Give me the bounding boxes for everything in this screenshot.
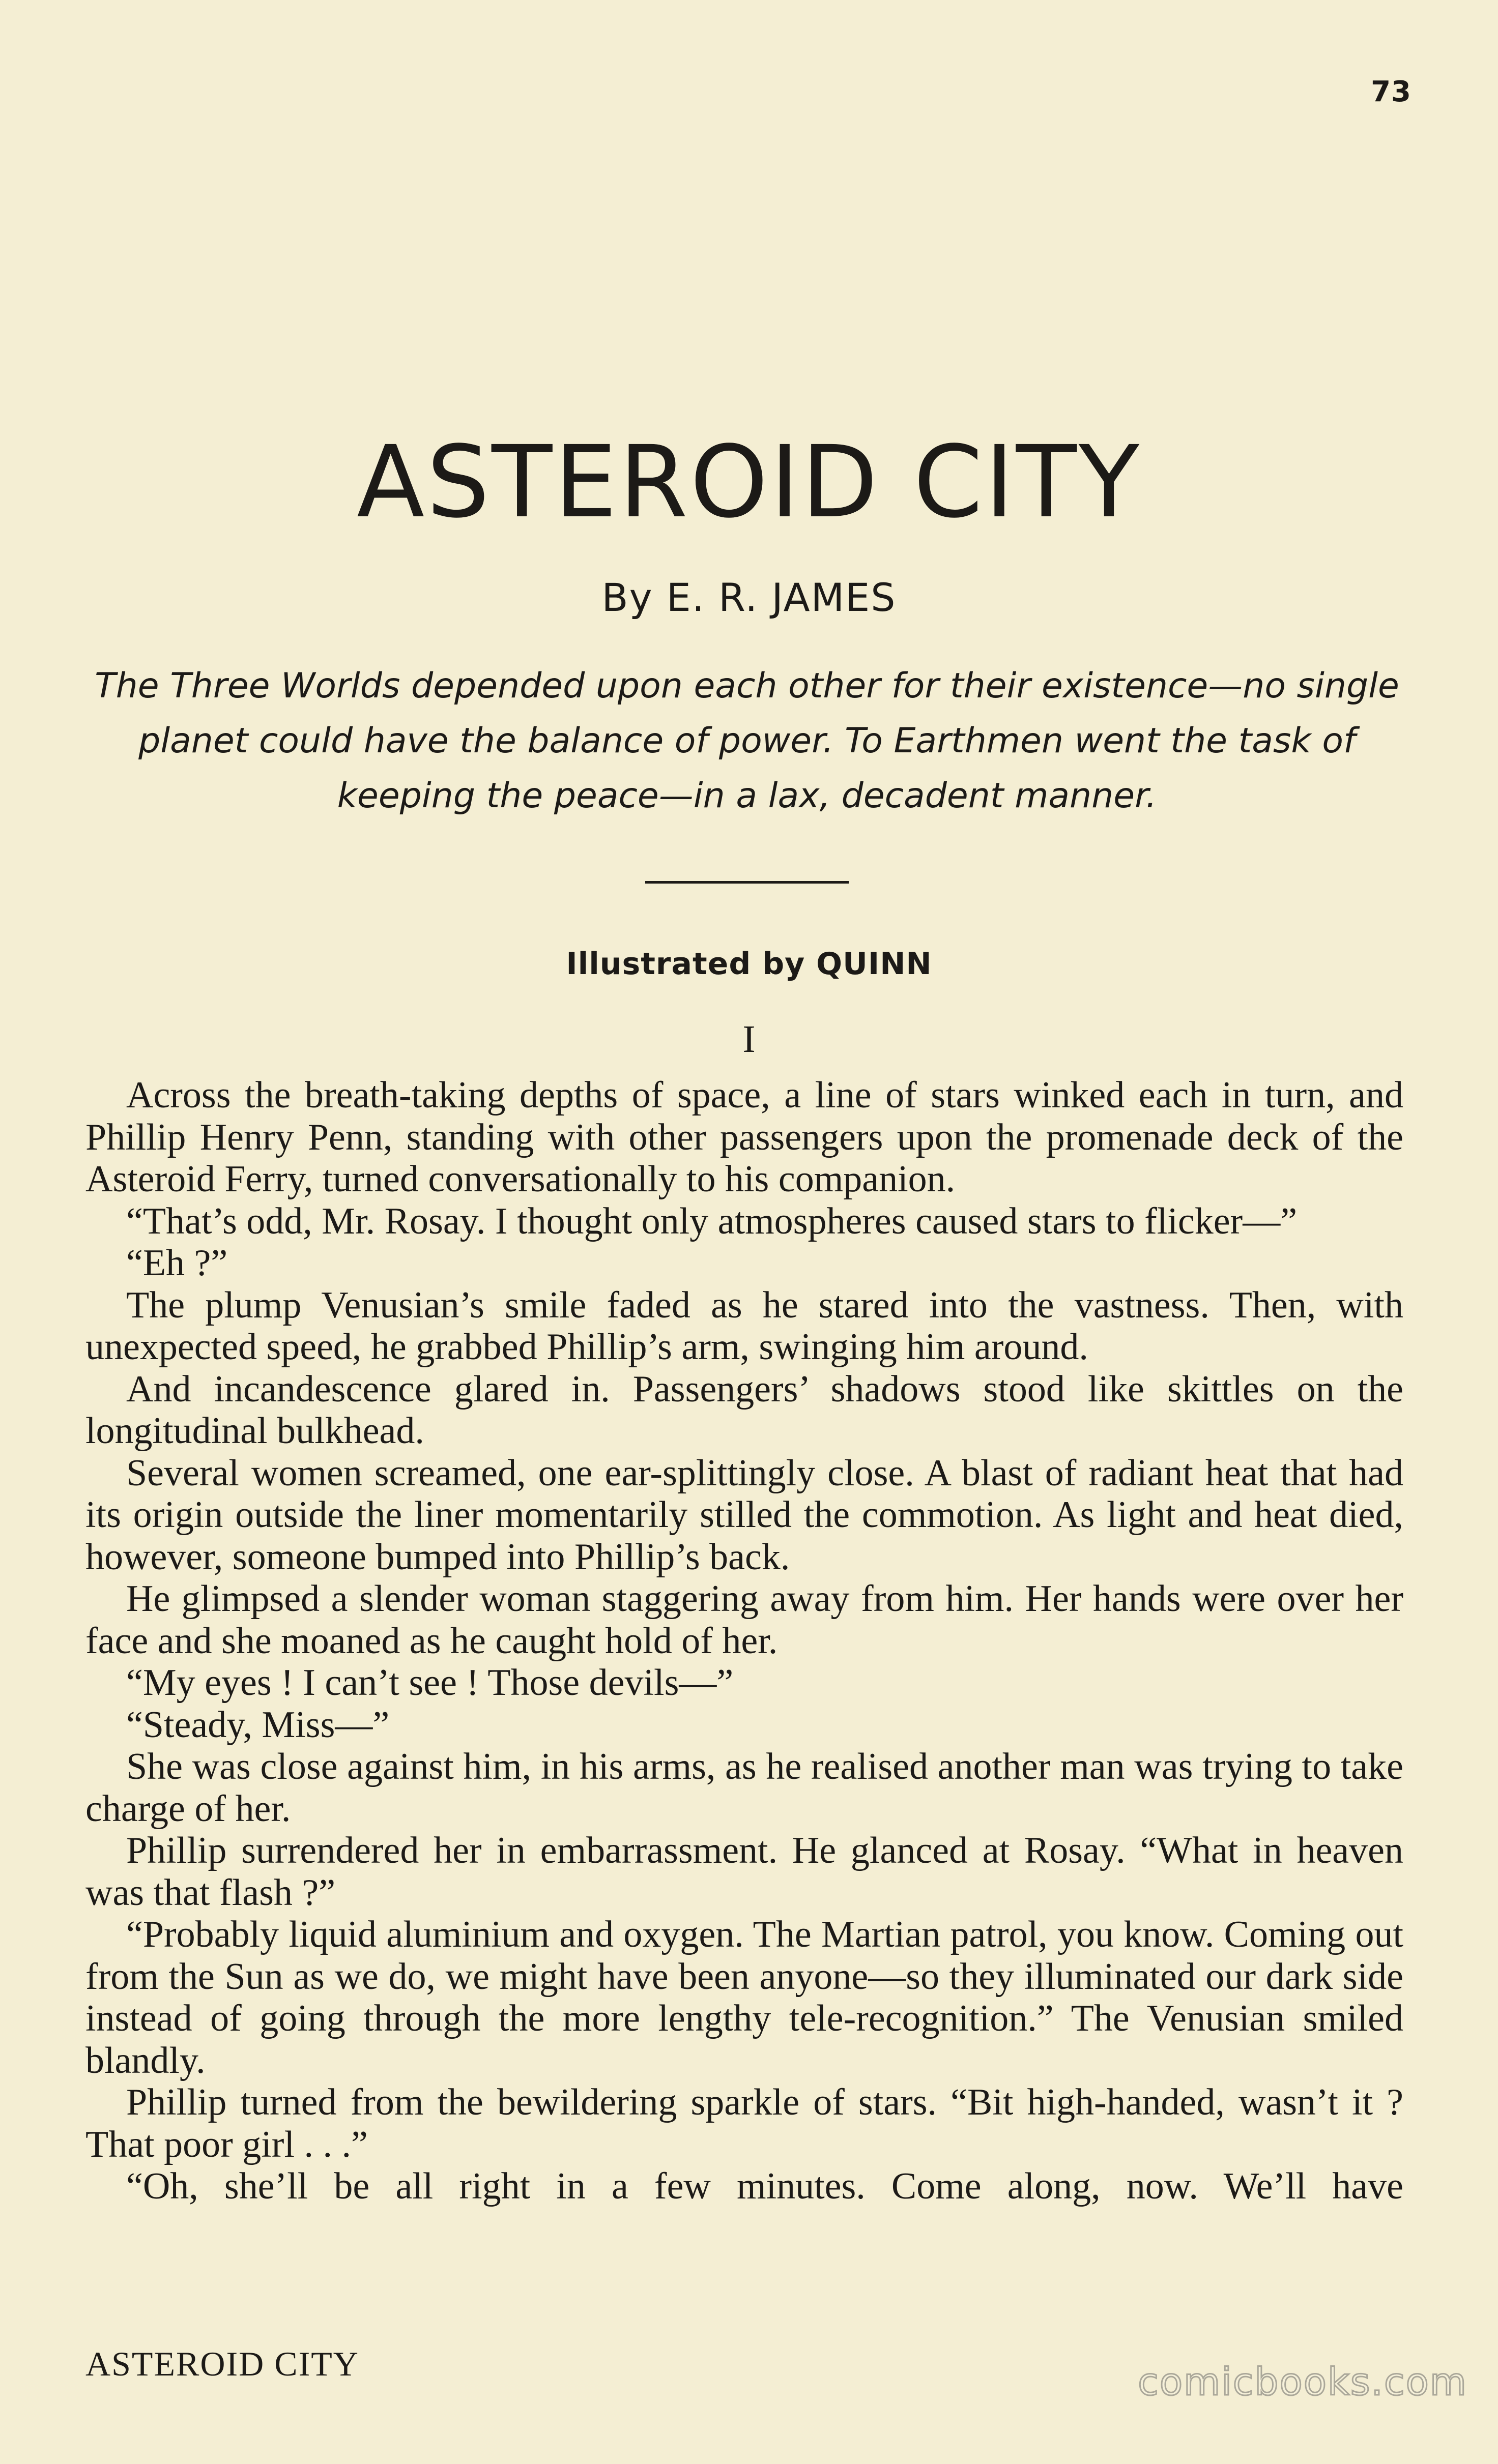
paragraph: “That’s odd, Mr. Rosay. I thought only atmospheres caused stars to flicker—” (126, 1200, 1298, 1242)
chapter-number: I (742, 1018, 756, 1061)
story-title: ASTEROID CITY (356, 424, 1142, 540)
paragraph: Across the breath-taking depths of space, a line of stars winked each in turn, and Phillip Henry Penn, standing with other passengers upon the promenade deck of the Asteroid Ferry, turned conversationally to his companion. (85, 1074, 1403, 1200)
page-number: 73 (1371, 75, 1411, 108)
paragraph: Phillip surrendered her in embarrassment. He glanced at Rosay. “What in heaven was that flash ?” (85, 1830, 1403, 1914)
paragraph: The plump Venusian’s smile faded as he stared into the vastness. Then, with unexpected speed, he grabbed Phillip’s arm, swinging him around. (85, 1284, 1403, 1368)
paragraph: She was close against him, in his arms, as he realised another man was trying to take charge of her. (85, 1746, 1403, 1830)
watermark: comicbooks.com (1138, 2360, 1467, 2404)
paragraph: “Oh, she’ll be all right in a few minutes. Come along, now. We’ll have (126, 2165, 1403, 2207)
section-divider (645, 881, 849, 884)
story-body (85, 1074, 1403, 2208)
paragraph: “Eh ?” (126, 1242, 228, 1284)
paragraph: Several women screamed, one ear-splittingly close. A blast of radiant heat that had its origin outside the liner momentarily stilled the commotion. As light and heat died, however, someone bumped into Phillip’s back. (85, 1452, 1403, 1578)
paragraph: “Probably liquid aluminium and oxygen. The Martian patrol, you know. Coming out from the Sun as we do, we might have been anyone—so they illuminated our dark side instead of going through the more lengthy tele-recognition.” The Venusian smiled blandly. (85, 1914, 1403, 2081)
paragraph: Phillip turned from the bewildering sparkle of stars. “Bit high-handed, wasn’t it ? That poor girl . . .” (85, 2081, 1403, 2165)
paragraph: “Steady, Miss—” (126, 1704, 390, 1746)
running-footer: ASTEROID CITY (85, 2344, 359, 2383)
illustrator-credit: Illustrated by QUINN (566, 946, 932, 982)
paragraph: And incandescence glared in. Passengers’ shadows stood like skittles on the longitudinal bulkhead. (85, 1368, 1403, 1452)
story-blurb: The Three Worlds depended upon each other for their existence—no single planet could have the balance of power. To Earthmen went the task of keeping the peace—in a lax, decadent manner. (95, 666, 1399, 816)
paragraph: “My eyes ! I can’t see ! Those devils—” (126, 1662, 734, 1704)
paragraph: He glimpsed a slender woman staggering away from him. Her hands were over her face and she moaned as he caught hold of her. (85, 1578, 1403, 1662)
author-byline: By E. R. JAMES (601, 575, 897, 620)
